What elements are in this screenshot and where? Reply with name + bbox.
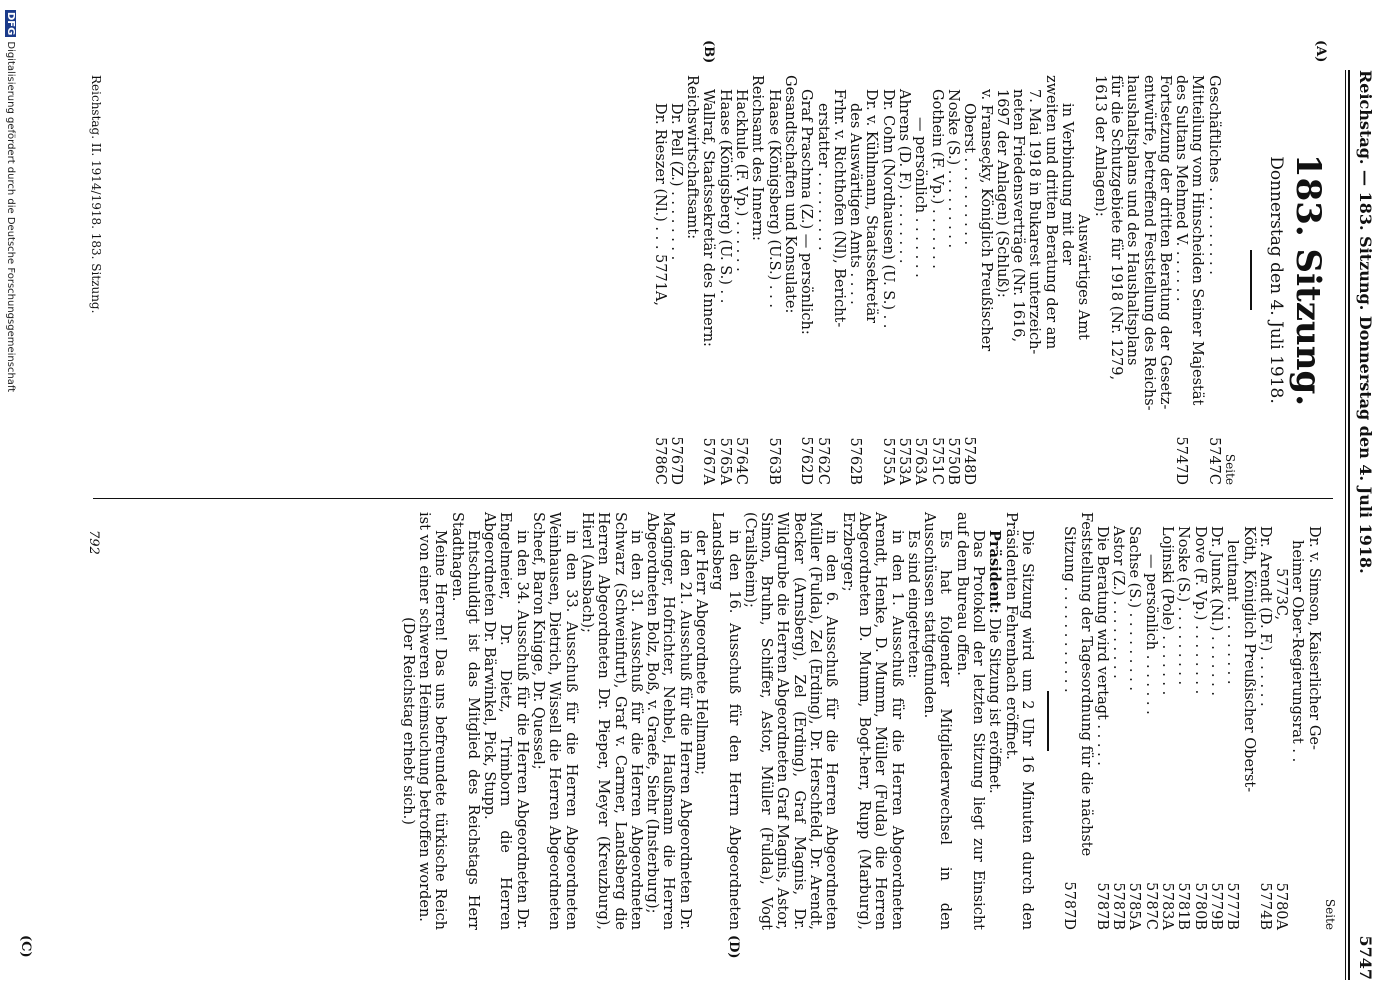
toc-entry-text: Haase (Königsberg) (U. S.) . . bbox=[716, 89, 733, 304]
title-rule bbox=[1250, 250, 1252, 310]
toc-entry-text: Astor (Z.) . . . . . . . . . bbox=[1110, 526, 1127, 679]
toc-entry bbox=[863, 75, 879, 485]
toc-entry bbox=[1077, 512, 1093, 930]
toc-entry-page: 5762B bbox=[847, 437, 864, 485]
toc-entry-text: in Verbindung mit der bbox=[1059, 103, 1076, 265]
toc-entry bbox=[1224, 512, 1240, 930]
toc-entry bbox=[1305, 512, 1321, 930]
toc-entry-text: Dr. Pell (Z.) . . . . . . . . bbox=[667, 103, 684, 261]
toc-entry-text: Dr. Arendt (D. F.) . . . . . . bbox=[1256, 526, 1273, 707]
paragraph: Meine Herren! Das uns befreundete türkische Reich ist von einer schweren Heimsuchung betroffen worden. bbox=[415, 512, 449, 930]
signature-number: 792 bbox=[86, 530, 101, 555]
paragraph: in den 16. Ausschuß für den Herrn Abgeordneten Landsberg bbox=[709, 512, 742, 930]
paragraph: Es hat folgender Mitgliederwechsel in den Ausschüssen stattgefunden. bbox=[921, 512, 954, 930]
toc-entry-text: Dr. v. Kühlmann, Staatssekretär bbox=[863, 89, 880, 324]
paragraph: in den 1. Ausschuß für die Herren Abgeordneten Arendt, Henke, D. Mumm, Müller (Fulda) die Herren Abgeordneten D. Mumm, Bogt-herr, Rupp (Marburg), Erzberger; bbox=[839, 512, 905, 930]
toc-entry bbox=[831, 75, 847, 485]
toc-entry-text: Oberst . . . . . . . . . . bbox=[961, 103, 978, 246]
toc-entry-text: Auswärtiges Amt bbox=[1075, 214, 1092, 340]
toc-entry-page: 5781B bbox=[1175, 882, 1192, 930]
toc-entry-text: Gesandtschaften und Konsulate: bbox=[781, 75, 798, 314]
toc-entry-text: Ahrens (D. F.) . . . . . . . . bbox=[896, 89, 913, 264]
toc-entry-page: 5753A bbox=[896, 437, 913, 485]
toc-entry-text: Reichsamt des Innern: bbox=[749, 75, 766, 241]
toc-entry bbox=[1026, 75, 1042, 485]
toc-entry-text: Graf Praschma (Z.) — persönlich: bbox=[798, 89, 815, 335]
toc-entry-text: Mitteilung vom Hinscheiden Seiner Majestät bbox=[1189, 75, 1206, 406]
toc-entry-text: Dove (F. Vp.) . . . . . . . . bbox=[1191, 526, 1208, 695]
running-head-page: 5747 bbox=[1356, 935, 1375, 980]
paragraph: Die Sitzung wird um 2 Uhr 16 Minuten durch den Präsidenten Fehrenbach eröffnet. bbox=[1002, 512, 1035, 930]
paragraph: in den 21. Ausschuß für die Herren Abgeordneten Dr. Maginger, Hofrichter, Nehbel, Haußmann die Herren Abgeordneten Bolz, Boß, v. Graefe, Siehr (Insterburg); bbox=[644, 512, 693, 930]
paragraph: der Herr Abgeordnete Hellmann; bbox=[693, 530, 710, 776]
toc-entry bbox=[1059, 75, 1075, 485]
toc-entry bbox=[912, 75, 928, 485]
toc-entry bbox=[928, 75, 944, 485]
table-of-contents-right bbox=[1061, 512, 1322, 930]
column-divider bbox=[93, 498, 1333, 499]
toc-entry bbox=[1091, 75, 1107, 485]
toc-entry-text: Sitzung . . . . . . . . . . . . bbox=[1061, 526, 1078, 693]
toc-entry-page: 5785A bbox=[1126, 882, 1143, 930]
toc-entry-text: Gothein (F. Vp.) . . . . . . . bbox=[928, 89, 945, 269]
paragraph: in den 31. Ausschuß für die Herren Abgeordneten Schwarz (Schweinfurt), Graf v. Carmer, Landsberg die Herren Abgeordneten Dr. Pieper, Meyer (Kreuzburg), Hierl (Ansbach); bbox=[578, 512, 644, 930]
toc-entry-page: 5779B bbox=[1207, 882, 1224, 930]
toc-entry-text: 1613 der Anlagen): bbox=[1091, 75, 1108, 217]
toc-entry-page: 5777B bbox=[1224, 882, 1241, 930]
toc-entry-page: 5764C bbox=[733, 437, 750, 485]
toc-entry bbox=[1208, 512, 1224, 930]
toc-entry bbox=[749, 75, 765, 485]
toc-entry bbox=[847, 75, 863, 485]
speaker-text: Die Sitzung ist eröffnet. bbox=[986, 613, 1003, 794]
margin-mark-a: (A) bbox=[1313, 40, 1328, 63]
footer-imprint: Reichstag. II. 1914/1918. 183. Sitzung. bbox=[89, 75, 103, 314]
toc-entry bbox=[961, 75, 977, 485]
toc-entry-page: 5747D bbox=[1173, 436, 1190, 485]
toc-entry-text: Dr. v. Simson, Kaiserlicher Ge- bbox=[1305, 526, 1322, 750]
toc-entry-page: 5762D bbox=[798, 436, 815, 485]
toc-entry bbox=[977, 75, 993, 485]
toc-entry bbox=[733, 75, 749, 485]
paragraph: (Der Reichstag erhebt sich.) bbox=[399, 617, 416, 825]
margin-mark-c: (C) bbox=[18, 935, 33, 958]
toc-entry bbox=[1094, 512, 1110, 930]
toc-entry-page: 5767D bbox=[667, 436, 684, 485]
paragraph: in den 34. Ausschuß für die Herren Abgeordneten Dr. Engelmeier, Dr. Dietz, Trimborn die Herren Abgeordneten Dr. Bärwinkel, Pick, Stupp. bbox=[481, 512, 530, 930]
toc-entry-text: Dr. Cohn (Nordhausen) (U. S.) . . bbox=[879, 89, 896, 329]
toc-entry-text: entwürfe, betreffend Feststellung des Reichs- bbox=[1140, 75, 1157, 411]
toc-entry bbox=[1010, 75, 1026, 485]
toc-entry bbox=[1124, 75, 1140, 485]
toc-entry-page: 5751C bbox=[928, 437, 945, 485]
toc-entry bbox=[896, 75, 912, 485]
toc-entry-text: 5773C, bbox=[1273, 568, 1290, 621]
toc-entry-page: 5762C bbox=[814, 437, 831, 485]
toc-entry bbox=[1159, 512, 1175, 930]
toc-entry-text: für die Schutzgebiete für 1918 (Nr. 1279, bbox=[1107, 75, 1124, 381]
toc-entry bbox=[1189, 75, 1205, 485]
toc-entry-text: 1697 der Anlagen) (Schluß): bbox=[993, 89, 1010, 298]
toc-entry bbox=[1289, 512, 1305, 930]
toc-entry-text: Geschäftliches . . . . . . . . . . bbox=[1205, 75, 1222, 275]
toc-entry-text: neten Friedensverträge (Nr. 1616, bbox=[1010, 89, 1027, 343]
toc-entry-text: Reichswirtschaftsamt: bbox=[684, 75, 701, 240]
toc-entry-text: v. Franseçky, Königlich Preußischer bbox=[977, 89, 994, 352]
toc-entry bbox=[814, 75, 830, 485]
toc-entry-text: Dr. Junck (Nl.) . . . . . . . bbox=[1207, 526, 1224, 696]
toc-entry-page: 5755A bbox=[879, 437, 896, 485]
toc-entry bbox=[717, 75, 733, 485]
toc-entry bbox=[700, 75, 716, 485]
toc-entry-page: 5786C bbox=[651, 437, 668, 485]
toc-entry-page: 5765A bbox=[716, 437, 733, 485]
toc-entry-text: Noske (S.) . . . . . . . . . bbox=[1175, 526, 1192, 686]
toc-entry-page: 5747C bbox=[1205, 437, 1222, 485]
dfg-logo: DFG bbox=[5, 12, 16, 36]
toc-entry bbox=[1205, 75, 1221, 485]
toc-entry bbox=[798, 75, 814, 485]
toc-entry-text: Wallraf, Staatssekretär des Innern: bbox=[700, 89, 717, 347]
toc-page-heading-right: Seite bbox=[1323, 898, 1337, 930]
session-minutes bbox=[399, 512, 1035, 930]
toc-entry bbox=[1273, 512, 1289, 930]
toc-entry-text: des Auswärtigen Amts . . . . bbox=[847, 103, 864, 305]
running-head-title: Reichstag. — 183. Sitzung. Donnerstag den 4. Juli 1918. bbox=[1356, 70, 1375, 574]
margin-mark-b: (B) bbox=[701, 40, 716, 64]
toc-entry-text: zweiten und dritten Beratung der am bbox=[1042, 75, 1059, 350]
toc-entry-text: 7. Mai 1918 in Bukarest unterzeich- bbox=[1026, 89, 1043, 355]
toc-entry-page: 5787B bbox=[1093, 882, 1110, 930]
paragraph: in den 6. Ausschuß für die Herren Abgeordneten Müller (Fulda), Zel (Erding), Dr. Herschfeld, Dr. Arendt, Becker (Arnsberg), Zel (Erding), Graf Magnis, Dr. Wildgrube die Herren Abgeordneten Graf Magnis, Astor, Simon, Bruhn, Schiffer, Astor, Müller (Fulda), Vogt (Crailsheim); bbox=[741, 512, 840, 930]
toc-entry bbox=[1157, 75, 1173, 485]
toc-entry bbox=[1191, 512, 1207, 930]
toc-entry bbox=[1108, 75, 1124, 485]
toc-entry bbox=[1175, 512, 1191, 930]
toc-entry-text: des Sultans Mehmed V. . . . . . . bbox=[1173, 75, 1190, 302]
toc-entry bbox=[1061, 512, 1077, 930]
toc-entry-text: Dr. Rieszer (Nl.) . . . 5771A, bbox=[651, 103, 668, 307]
head-rule-thin bbox=[1345, 70, 1346, 980]
toc-entry-text: Haase (Königsberg) (U.S.) . . . bbox=[765, 89, 782, 308]
paragraph: Es sind eingetreten: bbox=[904, 530, 921, 679]
session-date: Donnerstag den 4. Juli 1918. bbox=[1266, 156, 1286, 404]
digitization-text: Digitalisierung gefördert durch die Deutsche Forschungsgemeinschaft bbox=[5, 41, 16, 393]
toc-entry-text: leutnant . . . . . . . . . bbox=[1224, 540, 1241, 685]
toc-entry-page: 5783A bbox=[1159, 882, 1176, 930]
toc-entry-text: Die Beratung wird vertagt . . . . . bbox=[1093, 526, 1110, 766]
paragraph bbox=[986, 512, 1002, 930]
toc-entry bbox=[945, 75, 961, 485]
toc-entry-text: Fortsetzung der dritten Beratung der Gesetz- bbox=[1156, 75, 1173, 410]
toc-entry-text: — persönlich . . . . . . . bbox=[912, 117, 929, 278]
toc-entry bbox=[1042, 75, 1058, 485]
right-column bbox=[399, 512, 1338, 930]
toc-entry-page: 5780B bbox=[1191, 882, 1208, 930]
toc-entry-text: Feststellung der Tagesordnung für die nächste bbox=[1077, 512, 1094, 857]
toc-entry-page: 5763A bbox=[912, 437, 929, 485]
toc-entry bbox=[684, 75, 700, 485]
session-title: 183. Sitzung. bbox=[1288, 153, 1328, 407]
toc-entry-text: — persönlich . . . . . . . bbox=[1142, 554, 1159, 715]
toc-entry-page: 5774B bbox=[1256, 882, 1273, 930]
paragraph: Entschuldigt ist das Mitglied des Reichstags Herr Stadthagen. bbox=[448, 512, 481, 930]
toc-entry bbox=[782, 75, 798, 485]
toc-entry-page: 5787C bbox=[1142, 882, 1159, 930]
toc-entry bbox=[1240, 512, 1256, 930]
paragraph: Das Protokoll der letzten Sitzung liegt zur Einsicht auf dem Bureau offen. bbox=[953, 512, 987, 930]
toc-page-heading: Seite bbox=[1223, 453, 1237, 485]
toc-entry-page: 5787B bbox=[1110, 882, 1127, 930]
paragraph: in den 33. Ausschuß für die Herren Abgeordneten Weinhausen, Dietrich, Wissell die Herren Abgeordneten Scheef, Baron Knigge, Dr. Quessel; bbox=[530, 512, 579, 930]
speaker-label: Präsident: bbox=[986, 530, 1004, 614]
toc-entry bbox=[765, 75, 781, 485]
digitization-note bbox=[5, 10, 16, 392]
toc-entry bbox=[1142, 512, 1158, 930]
toc-entry bbox=[1140, 75, 1156, 485]
running-head bbox=[1356, 70, 1375, 930]
toc-entry-text: heimer Ober-Regierungsrat . . bbox=[1289, 540, 1306, 763]
head-rule bbox=[1348, 70, 1350, 980]
toc-entry-page: 5767A bbox=[700, 437, 717, 485]
toc-entry-text: Sachse (S.) . . . . . . . . . bbox=[1126, 526, 1143, 691]
toc-entry bbox=[1126, 512, 1142, 930]
toc-entry bbox=[651, 75, 667, 485]
toc-entry-page: 5748D bbox=[961, 436, 978, 485]
toc-entry-page: 5780A bbox=[1273, 882, 1290, 930]
toc-entry-text: erstatter . . . . . . . . . bbox=[814, 103, 831, 251]
toc-entry-text: Hackhule (F. Vp.) . . . . . . bbox=[733, 89, 750, 272]
toc-entry-text: Noske (S.) . . . . . . . . . bbox=[944, 89, 961, 249]
toc-entry bbox=[994, 75, 1010, 485]
margin-mark-d: (D) bbox=[726, 935, 741, 959]
toc-entry-text: haushaltsplans und des Haushaltsplans bbox=[1124, 75, 1141, 366]
left-column bbox=[651, 75, 1338, 485]
toc-entry-page: 5787D bbox=[1061, 881, 1078, 930]
toc-entry-page: 5750B bbox=[944, 437, 961, 485]
toc-entry-text: Lojinski (Pole) . . . . . . . bbox=[1159, 526, 1176, 696]
toc-entry-page: 5763B bbox=[765, 437, 782, 485]
toc-entry bbox=[1110, 512, 1126, 930]
toc-entry bbox=[668, 75, 684, 485]
toc-entry bbox=[879, 75, 895, 485]
toc-end-rule bbox=[1047, 691, 1049, 751]
toc-entry bbox=[1075, 75, 1091, 485]
toc-entry bbox=[1173, 75, 1189, 485]
toc-entry-text: Frhr. v. Richthofen (Nl), Bericht- bbox=[830, 89, 847, 328]
table-of-contents-left bbox=[651, 75, 1221, 485]
toc-entry bbox=[1257, 512, 1273, 930]
toc-entry-text: Köth, Königlich Preußischer Oberst- bbox=[1240, 526, 1257, 793]
